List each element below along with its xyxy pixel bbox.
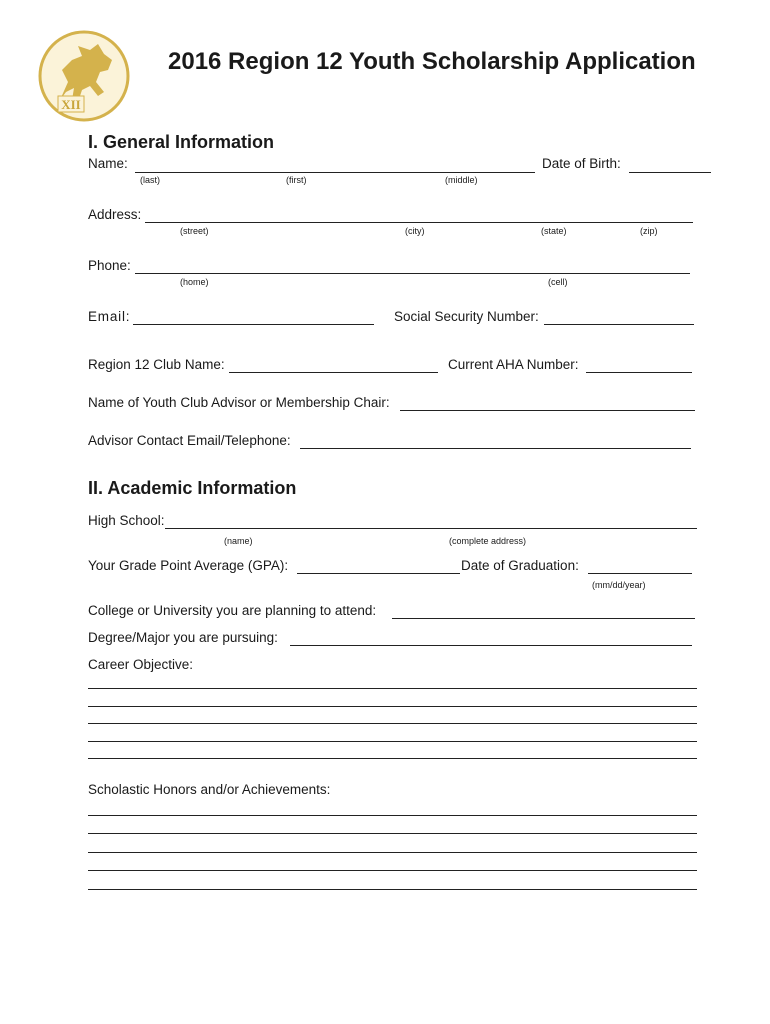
honors-line[interactable]	[88, 870, 697, 871]
region-12-logo	[38, 30, 130, 122]
gpa-field[interactable]	[297, 573, 460, 574]
graduation-label: Date of Graduation:	[461, 558, 579, 573]
club-name-field[interactable]	[229, 372, 438, 373]
aha-number-label: Current AHA Number:	[448, 357, 579, 372]
name-middle-hint: (middle)	[445, 175, 478, 185]
address-city-hint: (city)	[405, 226, 425, 236]
high-school-label: High School:	[88, 513, 165, 528]
logo-numeral: XII	[61, 97, 81, 112]
section-academic-heading: II. Academic Information	[88, 478, 297, 498]
advisor-contact-field[interactable]	[300, 448, 691, 449]
aha-number-field[interactable]	[586, 372, 692, 373]
address-state-hint: (state)	[541, 226, 567, 236]
advisor-field[interactable]	[400, 410, 695, 411]
name-field[interactable]	[135, 172, 535, 173]
degree-field[interactable]	[290, 645, 692, 646]
honors-line[interactable]	[88, 889, 697, 890]
email-label: Email:	[88, 309, 131, 324]
graduation-field[interactable]	[588, 573, 692, 574]
address-street-hint: (street)	[180, 226, 209, 236]
career-objective-line[interactable]	[88, 741, 697, 742]
dob-field[interactable]	[629, 172, 711, 173]
ssn-label: Social Security Number:	[394, 309, 539, 324]
page-title: 2016 Region 12 Youth Scholarship Application	[168, 48, 696, 75]
phone-field[interactable]	[135, 273, 690, 274]
career-objective-line[interactable]	[88, 758, 697, 759]
section-general-heading: I. General Information	[88, 132, 275, 152]
ssn-field[interactable]	[544, 324, 694, 325]
address-label: Address:	[88, 207, 142, 222]
email-field[interactable]	[133, 324, 374, 325]
career-objective-line[interactable]	[88, 706, 697, 707]
address-field[interactable]	[145, 222, 693, 223]
phone-home-hint: (home)	[180, 277, 209, 287]
honors-label: Scholastic Honors and/or Achievements:	[88, 782, 331, 797]
name-first-hint: (first)	[286, 175, 307, 185]
career-objective-label: Career Objective:	[88, 657, 194, 672]
gpa-label: Your Grade Point Average (GPA):	[88, 558, 289, 573]
club-name-label: Region 12 Club Name:	[88, 357, 225, 372]
name-label: Name:	[88, 156, 128, 171]
career-objective-line[interactable]	[88, 688, 697, 689]
career-objective-line[interactable]	[88, 723, 697, 724]
high-school-address-hint: (complete address)	[449, 536, 527, 546]
advisor-contact-label: Advisor Contact Email/Telephone:	[88, 433, 291, 448]
name-last-hint: (last)	[140, 175, 160, 185]
honors-line[interactable]	[88, 833, 697, 834]
degree-label: Degree/Major you are pursuing:	[88, 630, 278, 645]
college-label: College or University you are planning to attend:	[88, 603, 377, 618]
phone-cell-hint: (cell)	[548, 277, 568, 287]
dob-label: Date of Birth:	[542, 156, 621, 171]
phone-label: Phone:	[88, 258, 131, 273]
honors-line[interactable]	[88, 815, 697, 816]
honors-line[interactable]	[88, 852, 697, 853]
high-school-name-hint: (name)	[224, 536, 253, 546]
graduation-format-hint: (mm/dd/year)	[592, 580, 646, 590]
advisor-label: Name of Youth Club Advisor or Membership Chair:	[88, 395, 390, 410]
high-school-field[interactable]	[165, 528, 697, 529]
address-zip-hint: (zip)	[640, 226, 658, 236]
college-field[interactable]	[392, 618, 695, 619]
horse-emblem-icon	[38, 30, 130, 122]
